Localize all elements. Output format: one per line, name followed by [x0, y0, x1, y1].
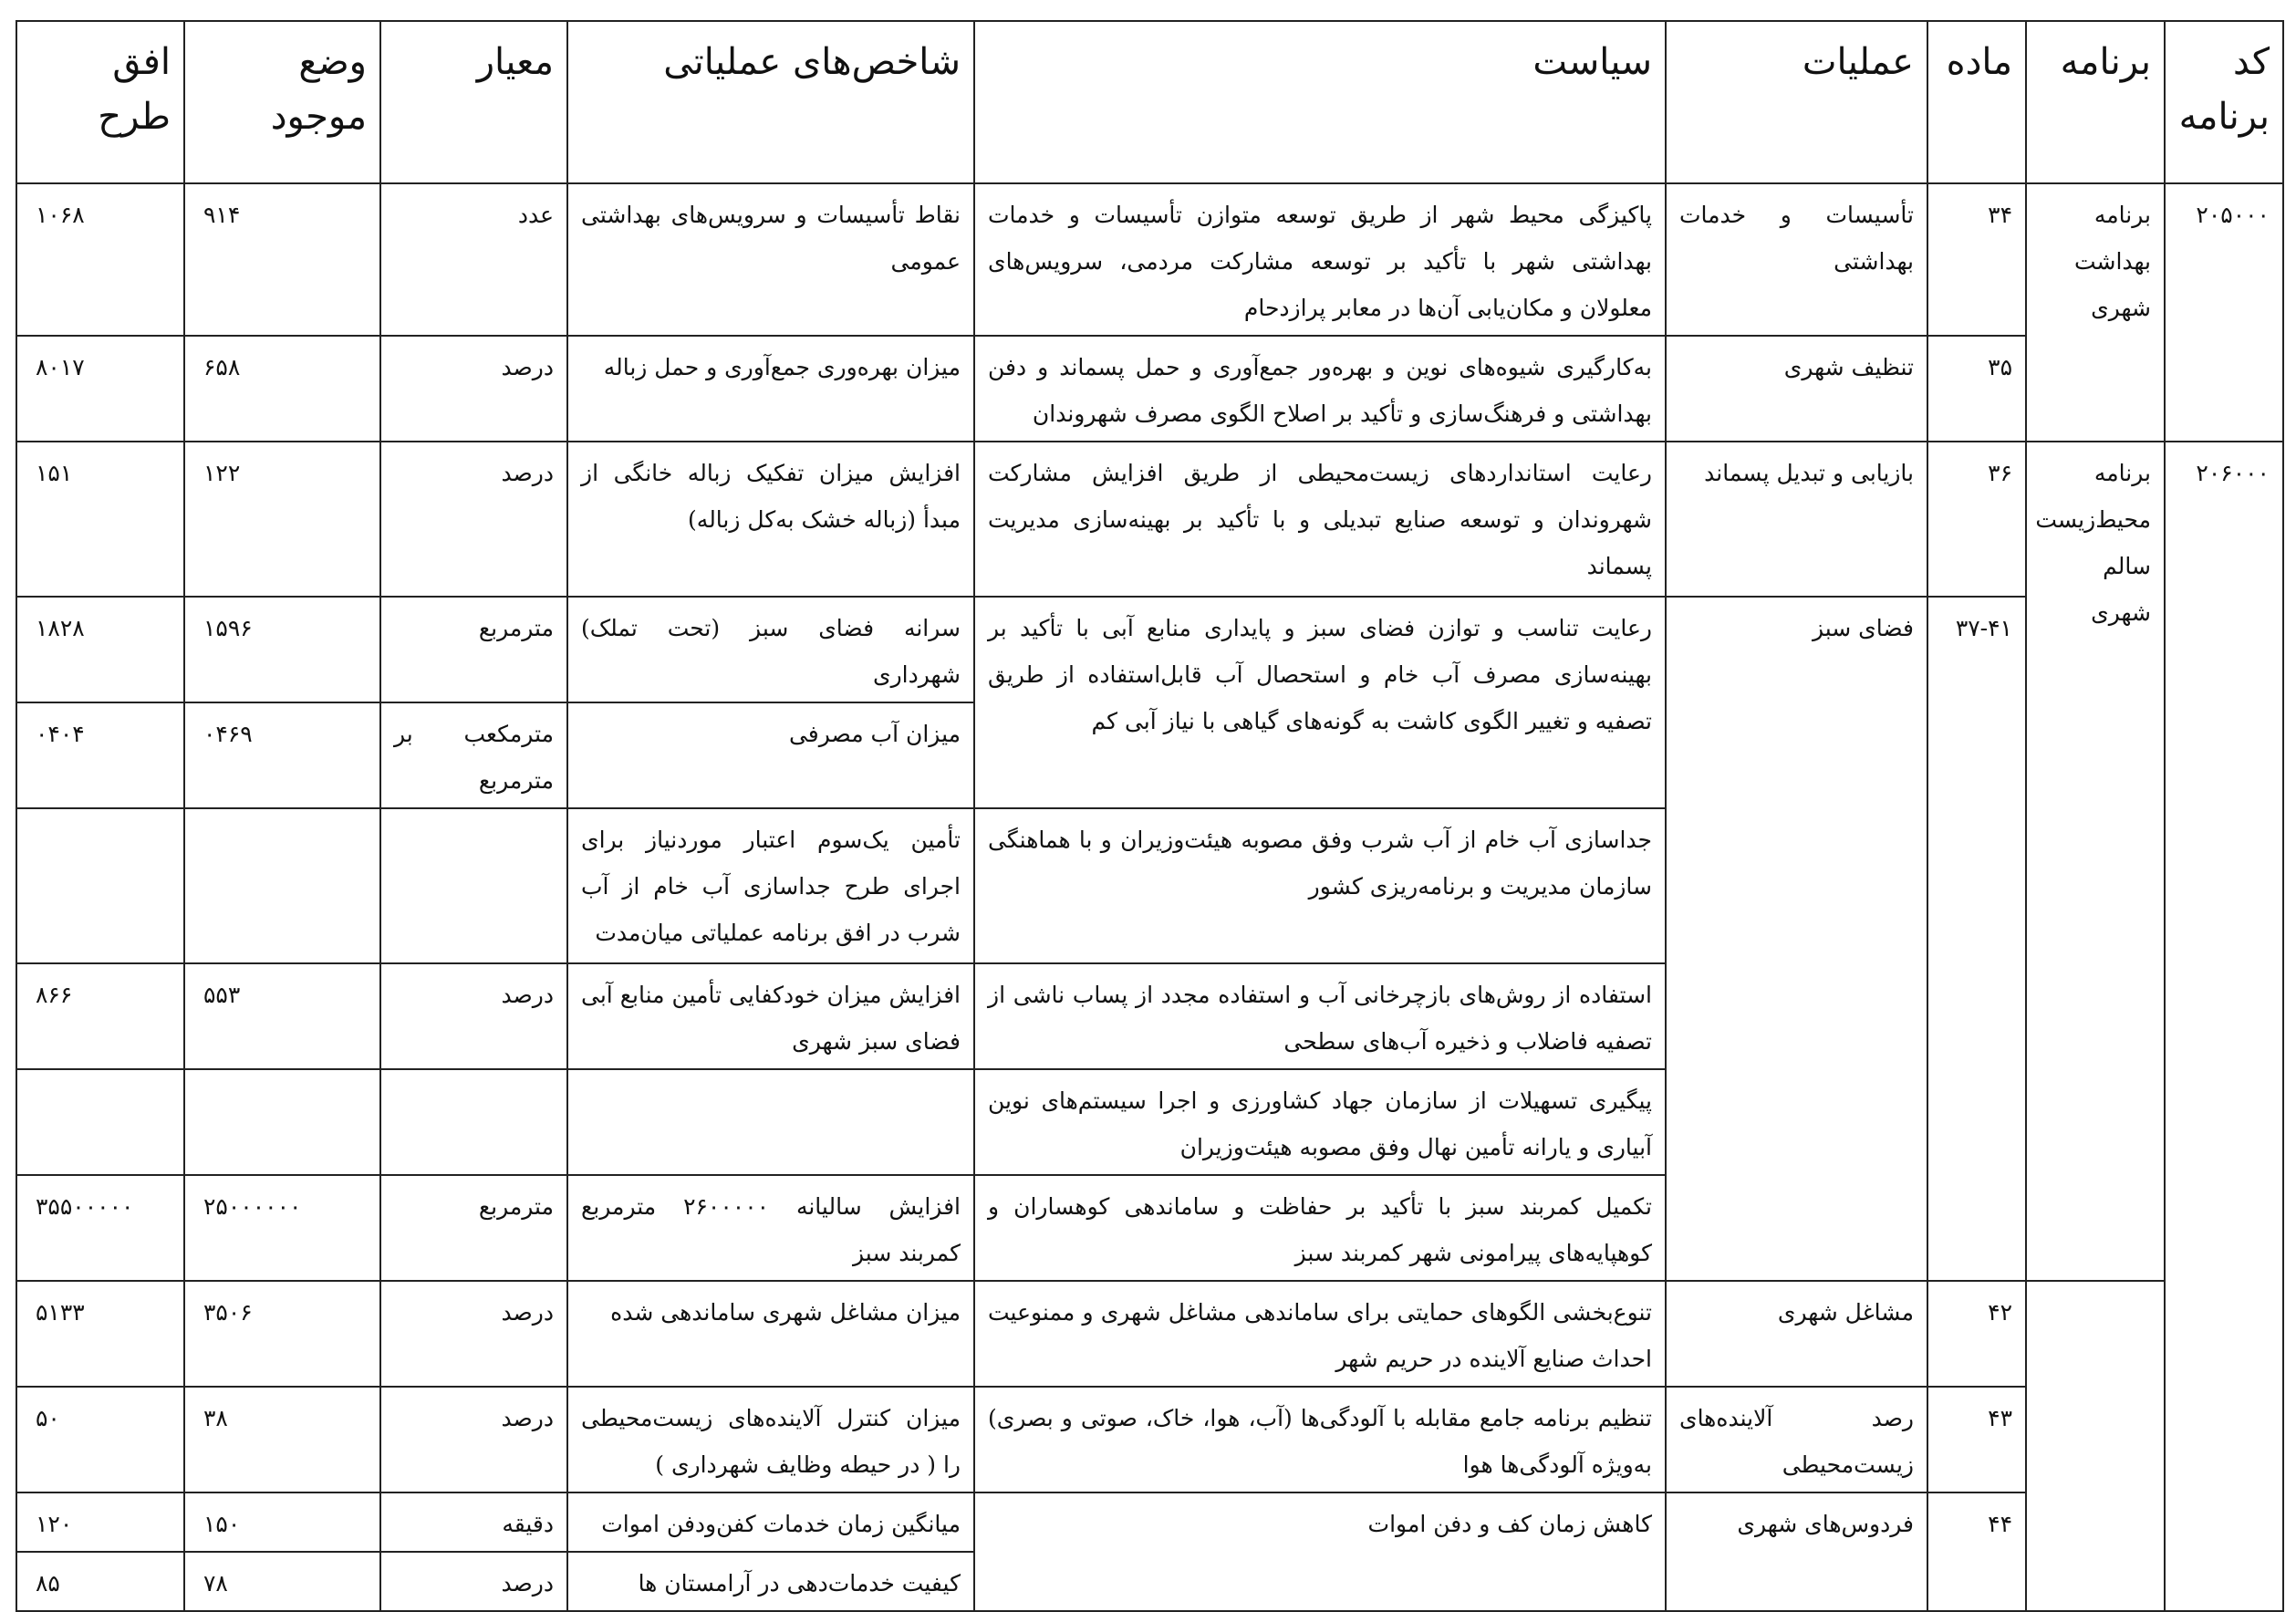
operation-name: بازیابی و تبدیل پسماند: [1666, 442, 1927, 597]
current-value: [184, 1069, 380, 1175]
header-program: برنامه: [2026, 21, 2165, 183]
indicator-text: تأمین یک‌سوم اعتبار موردنیاز برای اجرای طرح جداسازی آب خام از آب شرب در افق برنامه عملیاتی میان‌مدت: [567, 808, 974, 963]
indicator-text: افزایش میزان خودکفایی تأمین منابع آبی فضای سبز شهری: [567, 963, 974, 1069]
policy-text: به‌کارگیری شیوه‌های نوین و بهره‌ور جمع‌آوری و حمل پسماند و دفن بهداشتی و فرهنگ‌سازی و تأکید بر اصلاح الگوی مصرف شهروندان: [974, 336, 1666, 442]
policy-text: پیگیری تسهیلات از سازمان جهاد کشاورزی و اجرا سیستم‌های نوین آبیاری و یارانه تأمین نهال وفق مصوبه هیئت‌وزیران: [974, 1069, 1666, 1175]
policy-text: استفاده از روش‌های بازچرخانی آب و استفاده مجدد از پساب ناشی از تصفیه فاضلاب و ذخیره آب‌های سطحی: [974, 963, 1666, 1069]
article-number: ۳۴: [1927, 183, 2026, 336]
horizon-value: ۸۶۶: [16, 963, 184, 1069]
operation-name: مشاغل شهری: [1666, 1281, 1927, 1387]
criterion-value: درصد: [380, 1387, 567, 1492]
policy-text: تکمیل کمربند سبز با تأکید بر حفاظت و ساماندهی کوهساران و کوهپایه‌های پیرامونی شهر کمربند سبز: [974, 1175, 1666, 1281]
horizon-value: ۱۰۶۸: [16, 183, 184, 336]
header-indicators: شاخص‌های عملیاتی: [567, 21, 974, 183]
policy-text: تنظیم برنامه جامع مقابله با آلودگی‌ها (آب، هوا، خاک، صوتی و بصری) به‌ویژه آلودگی‌ها هوا: [974, 1387, 1666, 1492]
indicator-text: افزایش میزان تفکیک زباله خانگی از مبدأ (زباله خشک به‌کل زباله): [567, 442, 974, 597]
operation-name: فردوس‌های شهری: [1666, 1492, 1927, 1611]
header-plan-horizon: افق طرح: [16, 21, 184, 183]
policy-text: رعایت استانداردهای زیست‌محیطی از طریق افزایش مشارکت شهروندان و توسعه صنایع تبدیلی و با تأکید بر بهینه‌سازی مدیریت پسماند: [974, 442, 1666, 597]
indicator-text: سرانه فضای سبز (تحت تملک) شهرداری: [567, 597, 974, 702]
criterion-value: درصد: [380, 1552, 567, 1611]
operation-name: رصد آلاینده‌های زیست‌محیطی: [1666, 1387, 1927, 1492]
current-value: ۲۵۰۰۰۰۰۰: [184, 1175, 380, 1281]
current-value: ۳۵۰۶: [184, 1281, 380, 1387]
current-value: ۵۵۳: [184, 963, 380, 1069]
indicator-text: میزان آب مصرفی: [567, 702, 974, 808]
article-number: ۴۲: [1927, 1281, 2026, 1387]
horizon-value: [16, 1069, 184, 1175]
current-value: ۰۴۶۹: [184, 702, 380, 808]
policy-text: جداسازی آب خام از آب شرب وفق مصوبه هیئت‌وزیران و با هماهنگی سازمان مدیریت و برنامه‌ریزی کشور: [974, 808, 1666, 963]
criterion-value: درصد: [380, 336, 567, 442]
indicator-text: میزان کنترل آلاینده‌های زیست‌محیطی را ( در حیطه وظایف شهرداری ): [567, 1387, 974, 1492]
horizon-value: [16, 808, 184, 963]
current-value: ۳۸: [184, 1387, 380, 1492]
horizon-value: ۸۵: [16, 1552, 184, 1611]
current-value: ۷۸: [184, 1552, 380, 1611]
horizon-value: ۱۵۱: [16, 442, 184, 597]
horizon-value: ۵۱۳۳: [16, 1281, 184, 1387]
policy-text: رعایت تناسب و توازن فضای سبز و پایداری منابع آبی با تأکید بر بهینه‌سازی مصرف آب خام و استحصال آب قابل‌استفاده از طریق تصفیه و تغییر الگوی کاشت به گونه‌های گیاهی با نیاز آبی کم: [974, 597, 1666, 808]
indicator-text: [567, 1069, 974, 1175]
operation-name: تنظیف شهری: [1666, 336, 1927, 442]
header-code: کد برنامه: [2165, 21, 2283, 183]
program-name: برنامه محیط‌زیست سالم شهری: [2026, 442, 2165, 1281]
header-current-status: وضع موجود: [184, 21, 380, 183]
program-table: [17, 20, 2284, 1596]
indicator-text: نقاط تأسیسات و سرویس‌های بهداشتی عمومی: [567, 183, 974, 336]
criterion-value: [380, 808, 567, 963]
article-number: ۴۳: [1927, 1387, 2026, 1492]
criterion-value: عدد: [380, 183, 567, 336]
indicator-text: افزایش سالیانه ۲۶۰۰۰۰۰ مترمربع کمربند سبز: [567, 1175, 974, 1281]
header-criterion: معیار: [380, 21, 567, 183]
policy-text: کاهش زمان کف و دفن اموات: [974, 1492, 1666, 1611]
criterion-value: مترمربع: [380, 1175, 567, 1281]
criterion-value: مترمکعب بر مترمربع: [380, 702, 567, 808]
horizon-value: ۱۲۰: [16, 1492, 184, 1552]
operation-name: تأسیسات و خدمات بهداشتی: [1666, 183, 1927, 336]
current-value: ۶۵۸: [184, 336, 380, 442]
header-operations: عملیات: [1666, 21, 1927, 183]
horizon-value: ۱۸۲۸: [16, 597, 184, 702]
table-row: [16, 1492, 2283, 1552]
table-row: [16, 442, 2283, 597]
operation-name: فضای سبز: [1666, 597, 1927, 1281]
current-value: ۱۲۲: [184, 442, 380, 597]
current-value: ۱۵۰: [184, 1492, 380, 1552]
criterion-value: درصد: [380, 442, 567, 597]
program-code: ۲۰۵۰۰۰: [2165, 183, 2283, 442]
current-value: [184, 808, 380, 963]
program-name: برنامه بهداشت شهری: [2026, 183, 2165, 442]
header-article: ماده: [1927, 21, 2026, 183]
table-row: [16, 183, 2283, 336]
header-row: [16, 21, 2283, 183]
criterion-value: درصد: [380, 963, 567, 1069]
horizon-value: ۰۴۰۴: [16, 702, 184, 808]
table-row: [16, 1387, 2283, 1492]
policy-text: پاکیزگی محیط شهر از طریق توسعه متوازن تأسیسات و خدمات بهداشتی شهر با تأکید بر توسعه مشارکت مردمی، سرویس‌های معلولان و مکان‌یابی آن‌ها در معابر پرازدحام: [974, 183, 1666, 336]
article-number: ۳۶: [1927, 442, 2026, 597]
table-row: [16, 597, 2283, 702]
criterion-value: مترمربع: [380, 597, 567, 702]
indicator-text: کیفیت خدمات‌دهی در آرامستان ها: [567, 1552, 974, 1611]
data-table: [16, 20, 2284, 1612]
article-number: ۳۵: [1927, 336, 2026, 442]
policy-text: تنوع‌بخشی الگوهای حمایتی برای ساماندهی مشاغل شهری و ممنوعیت احداث صنایع آلاینده در حریم شهر: [974, 1281, 1666, 1387]
article-number: ۳۷-۴۱: [1927, 597, 2026, 1281]
indicator-text: میزان مشاغل شهری ساماندهی شده: [567, 1281, 974, 1387]
horizon-value: ۵۰: [16, 1387, 184, 1492]
current-value: ۹۱۴: [184, 183, 380, 336]
table-row: [16, 336, 2283, 442]
program-code: ۲۰۶۰۰۰: [2165, 442, 2283, 1611]
indicator-text: میانگین زمان خدمات کفن‌ودفن اموات: [567, 1492, 974, 1552]
criterion-value: دقیقه: [380, 1492, 567, 1552]
criterion-value: درصد: [380, 1281, 567, 1387]
program-name-empty: [2026, 1281, 2165, 1611]
indicator-text: میزان بهره‌وری جمع‌آوری و حمل زباله: [567, 336, 974, 442]
header-policy: سیاست: [974, 21, 1666, 183]
article-number: ۴۴: [1927, 1492, 2026, 1611]
criterion-value: [380, 1069, 567, 1175]
horizon-value: ۸۰۱۷: [16, 336, 184, 442]
table-row: [16, 1281, 2283, 1387]
current-value: ۱۵۹۶: [184, 597, 380, 702]
horizon-value: ۳۵۵۰۰۰۰۰: [16, 1175, 184, 1281]
